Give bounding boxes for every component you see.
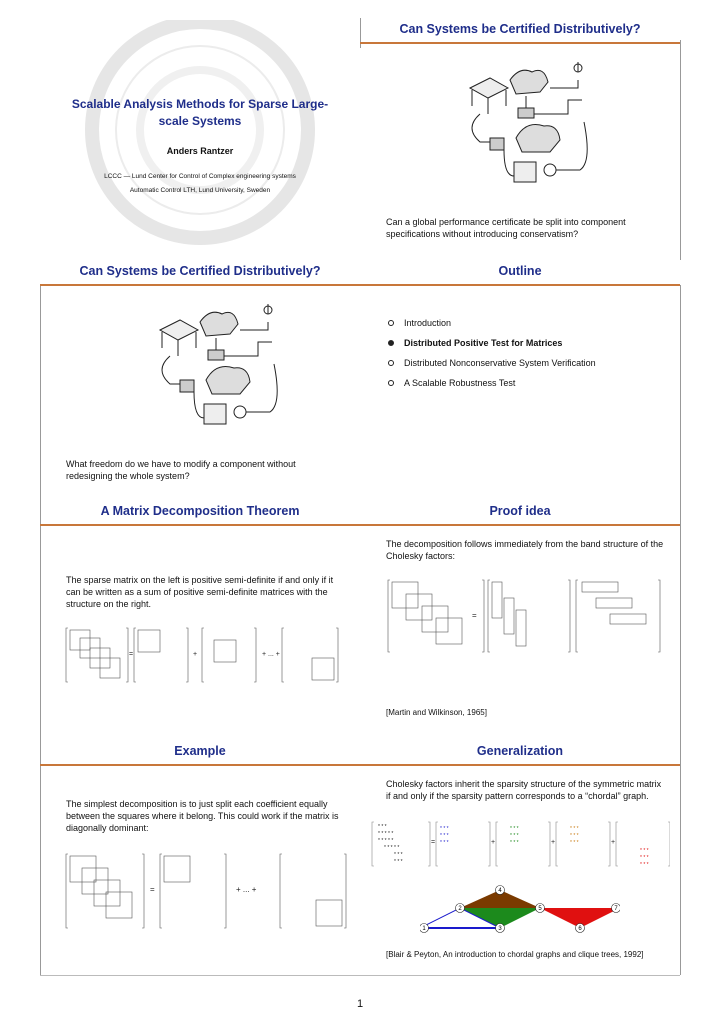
slide-outline <box>360 262 680 504</box>
presentation-title: Scalable Analysis Methods for Sparse Large-scale Systems <box>71 97 329 128</box>
title-rule <box>360 764 680 766</box>
university-seal-watermark <box>80 20 320 260</box>
svg-text:+: + <box>551 839 556 846</box>
slide-proof-idea <box>360 502 680 744</box>
svg-text:+: + <box>611 839 616 846</box>
colored-sparsity-figure <box>370 820 670 870</box>
svg-text:* * *: * * * <box>640 862 649 868</box>
slide-matrix-decomposition <box>40 502 360 744</box>
slide-text: Cholesky factors inherit the sparsity structure of the symmetric matrix if and only if the sparsity pattern corresponds to a “chordal” graph. <box>386 779 662 801</box>
outline-item: A Scalable Robustness Test <box>388 378 596 388</box>
matrix-pattern-blue <box>440 826 449 846</box>
svg-text:* * *: * * * <box>440 826 449 832</box>
outline-item: Introduction <box>388 318 596 328</box>
title-rule <box>40 284 360 286</box>
slide-caption: Can a global performance certificate be split into component specifications without introducing conservatism? <box>386 217 626 239</box>
graph-node-1: 1 <box>422 926 426 932</box>
svg-text:* * *: * * * <box>510 833 519 839</box>
reference: [Martin and Wilkinson, 1965] <box>386 708 487 717</box>
svg-text:* * *: * * * <box>570 840 579 846</box>
slide-title: Generalization <box>476 744 564 758</box>
slide-title: Example <box>174 744 226 758</box>
slide-text: The simplest decomposition is to just split each coefficient equally between the squares where it belong. This could work if the matrix is diagonally dominant: <box>66 799 339 833</box>
slide-certified-distributively-1 <box>360 20 680 262</box>
hollow-bullet-icon <box>388 320 394 326</box>
slide-text: The sparse matrix on the left is positive semi-definite if and only if it can be written as a sum of positive semi-definite matrices with the structure on the right. <box>66 575 334 609</box>
affiliation-line-2: Automatic Control LTH, Lund University, Sweden <box>129 187 271 194</box>
hollow-bullet-icon <box>388 380 394 386</box>
system-illustration <box>140 300 290 440</box>
svg-text:* * *: * * * <box>378 824 387 830</box>
title-rule <box>360 284 680 286</box>
graph-node-2: 2 <box>458 906 462 912</box>
hollow-bullet-icon <box>388 360 394 366</box>
system-illustration <box>450 58 600 198</box>
svg-text:* * *: * * * <box>640 848 649 854</box>
slide-title: Can Systems be Certified Distributively? <box>399 22 641 36</box>
reference: [Blair & Peyton, An introduction to chordal graphs and clique trees, 1992] <box>386 950 644 959</box>
title-rule <box>360 524 680 526</box>
author: Anders Rantzer <box>166 146 234 156</box>
graph-node-5: 5 <box>538 906 542 912</box>
slide-certified-distributively-2 <box>40 262 360 504</box>
matrix-pattern-green <box>510 826 519 846</box>
svg-text:=: = <box>431 839 436 846</box>
slide-title-page <box>40 20 360 262</box>
graph-node-4: 4 <box>498 888 502 894</box>
svg-text:* * * * *: * * * * * <box>384 845 400 851</box>
outline-item-active: Distributed Positive Test for Matrices <box>388 338 596 348</box>
slide-example <box>40 742 360 984</box>
svg-text:* * *: * * * <box>440 833 449 839</box>
page-number: 1 <box>356 998 364 1010</box>
svg-text:=: = <box>472 611 477 620</box>
svg-text:* * *: * * * <box>394 859 403 865</box>
title-rule <box>40 764 360 766</box>
graph-node-6: 6 <box>578 926 582 932</box>
filled-bullet-icon <box>388 340 394 346</box>
svg-text:=: = <box>129 651 134 658</box>
svg-text:+ ... +: + ... + <box>236 885 257 894</box>
title-rule <box>40 524 360 526</box>
svg-text:* * *: * * * <box>510 826 519 832</box>
svg-text:* * *: * * * <box>510 840 519 846</box>
svg-text:+: + <box>193 651 198 658</box>
svg-text:* * *: * * * <box>394 852 403 858</box>
svg-text:+: + <box>491 839 496 846</box>
slide-caption: What freedom do we have to modify a component without redesigning the whole system? <box>66 459 296 481</box>
svg-text:* * * * *: * * * * * <box>378 838 394 844</box>
matrix-pattern-red <box>640 848 649 868</box>
slide-text: The decomposition follows immediately from the band structure of the Cholesky factors: <box>386 539 664 561</box>
outline-list <box>388 318 596 398</box>
title-rule <box>360 42 680 44</box>
slide-generalization <box>360 742 680 984</box>
graph-node-7: 7 <box>614 906 618 912</box>
matrix-pattern-orange <box>570 826 579 846</box>
decomposition-figure <box>64 626 364 686</box>
svg-text:+ ... +: + ... + <box>262 651 280 658</box>
graph-node-3: 3 <box>498 926 502 932</box>
cholesky-figure <box>386 578 666 656</box>
svg-text:* * *: * * * <box>640 855 649 861</box>
outline-item: Distributed Nonconservative System Verification <box>388 358 596 368</box>
affiliation-line-1: LCCC — Lund Center for Control of Complex engineering systems <box>104 173 296 180</box>
svg-text:* * *: * * * <box>570 833 579 839</box>
example-matrix-figure <box>64 852 364 932</box>
slide-title: Can Systems be Certified Distributively? <box>79 264 321 278</box>
slide-title: Outline <box>498 264 542 278</box>
slide-title: Proof idea <box>489 504 551 518</box>
svg-text:* * *: * * * <box>440 840 449 846</box>
slide-title: A Matrix Decomposition Theorem <box>100 504 300 518</box>
svg-text:* * *: * * * <box>570 826 579 832</box>
svg-text:* * * * *: * * * * * <box>378 831 394 837</box>
svg-text:=: = <box>150 885 155 894</box>
chordal-graph <box>420 882 620 944</box>
